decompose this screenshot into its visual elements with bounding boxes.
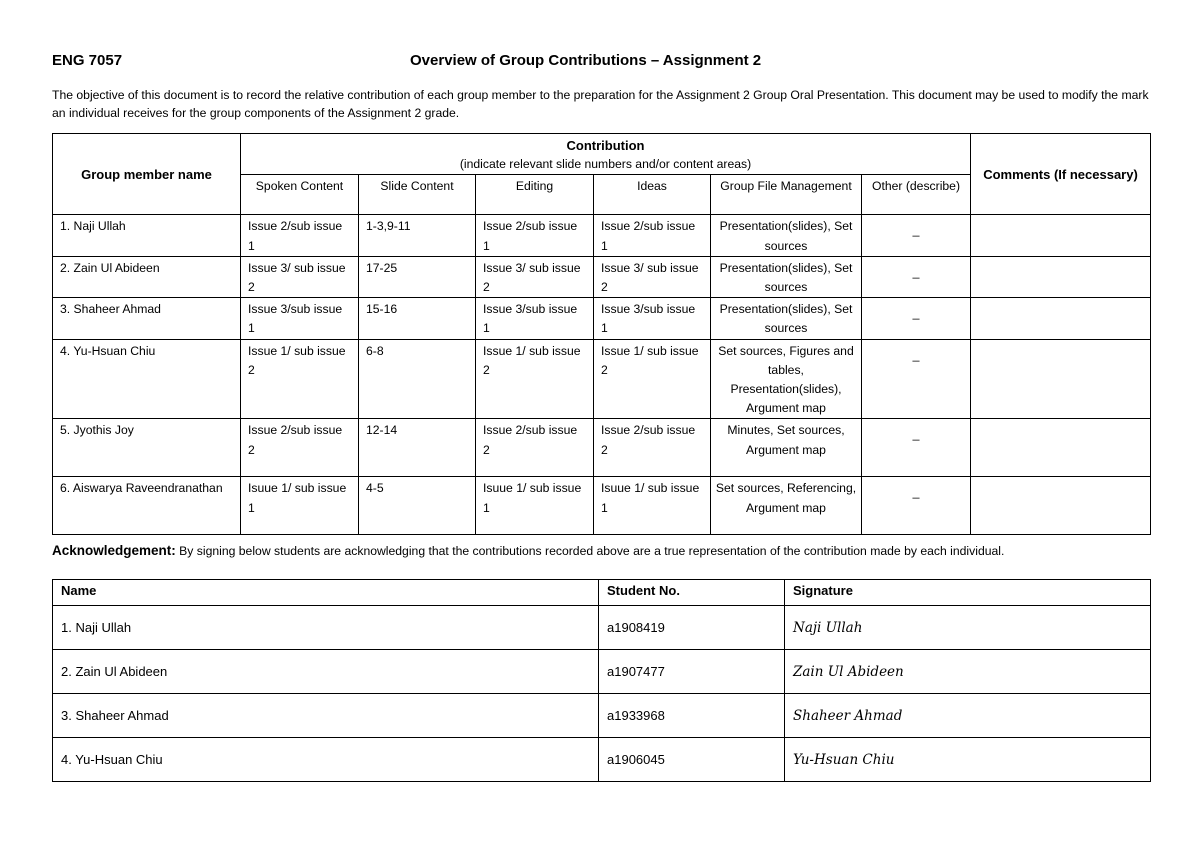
slide-content: 4-5 xyxy=(359,477,476,535)
other: _ xyxy=(862,215,971,256)
student-number: a1907477 xyxy=(599,650,785,694)
student-number: a1908419 xyxy=(599,606,785,650)
member-name: 5. Jyothis Joy xyxy=(53,419,241,477)
table-row xyxy=(53,694,1151,738)
file-management: Presentation(slides), Set sources xyxy=(711,215,862,256)
spoken-content: Issue 2/sub issue 1 xyxy=(241,215,359,256)
slide-content: 12-14 xyxy=(359,419,476,477)
ideas: Isuue 1/ sub issue 1 xyxy=(594,477,711,535)
document-header xyxy=(52,52,1150,74)
acknowledgement xyxy=(52,543,1150,558)
spoken-content: Issue 3/ sub issue 2 xyxy=(241,256,359,297)
editing: Issue 2/sub issue 1 xyxy=(476,215,594,256)
slide-content: 17-25 xyxy=(359,256,476,297)
file-management: Presentation(slides), Set sources xyxy=(711,298,862,339)
member-name: 1. Naji Ullah xyxy=(53,215,241,256)
ideas: Issue 2/sub issue 1 xyxy=(594,215,711,256)
file-management: Minutes, Set sources, Argument map xyxy=(711,419,862,477)
spoken-content: Issue 3/sub issue 1 xyxy=(241,298,359,339)
subheader-other: Other (describe) xyxy=(862,175,971,215)
member-name: 3. Shaheer Ahmad xyxy=(53,298,241,339)
file-management: Set sources, Figures and tables, Presentation(slides), Argument map xyxy=(711,339,862,419)
table-row xyxy=(53,606,1151,650)
table-row xyxy=(53,419,1151,477)
contribution-title: Contribution xyxy=(566,138,645,153)
spoken-content: Issue 1/ sub issue 2 xyxy=(241,339,359,419)
contribution-table xyxy=(52,133,1151,535)
student-name: 3. Shaheer Ahmad xyxy=(53,694,599,738)
header-name: Name xyxy=(53,580,599,606)
slide-content: 6-8 xyxy=(359,339,476,419)
ideas: Issue 2/sub issue 2 xyxy=(594,419,711,477)
student-name: 2. Zain Ul Abideen xyxy=(53,650,599,694)
editing: Isuue 1/ sub issue 1 xyxy=(476,477,594,535)
spoken-content: Isuue 1/ sub issue 1 xyxy=(241,477,359,535)
comments xyxy=(971,419,1151,477)
subheader-editing: Editing xyxy=(476,175,594,215)
ideas: Issue 3/sub issue 1 xyxy=(594,298,711,339)
comments xyxy=(971,477,1151,535)
slide-content: 15-16 xyxy=(359,298,476,339)
other: _ xyxy=(862,298,971,339)
signature: Naji Ullah xyxy=(785,606,1151,650)
other: _ xyxy=(862,339,971,419)
acknowledgement-label: Acknowledgement: xyxy=(52,543,176,558)
other: _ xyxy=(862,477,971,535)
table-row xyxy=(53,215,1151,256)
table-row xyxy=(53,256,1151,297)
subheader-spoken: Spoken Content xyxy=(241,175,359,215)
student-number: a1906045 xyxy=(599,738,785,782)
student-number: a1933968 xyxy=(599,694,785,738)
signature: Shaheer Ahmad xyxy=(785,694,1151,738)
ideas: Issue 1/ sub issue 2 xyxy=(594,339,711,419)
intro-paragraph: The objective of this document is to record the relative contribution of each group member to the preparation for the Assignment 2 Group Oral Presentation. This document may be used to modify the mark an individual receives for the group components of the Assignment 2 grade. xyxy=(52,88,1149,120)
signature-table xyxy=(52,579,1151,782)
table-row xyxy=(53,650,1151,694)
comments xyxy=(971,339,1151,419)
acknowledgement-text: By signing below students are acknowledging that the contributions recorded above are a true representation of the contribution made by each individual. xyxy=(175,544,1005,558)
header-student-no: Student No. xyxy=(599,580,785,606)
signature: Yu-Hsuan Chiu xyxy=(785,738,1151,782)
header-signature: Signature xyxy=(785,580,1151,606)
student-name: 4. Yu-Hsuan Chiu xyxy=(53,738,599,782)
file-management: Presentation(slides), Set sources xyxy=(711,256,862,297)
editing: Issue 3/sub issue 1 xyxy=(476,298,594,339)
student-name: 1. Naji Ullah xyxy=(53,606,599,650)
table-row xyxy=(53,477,1151,535)
contribution-subtitle: (indicate relevant slide numbers and/or content areas) xyxy=(459,157,752,172)
subheader-file-management: Group File Management xyxy=(711,175,862,215)
subheader-slide: Slide Content xyxy=(359,175,476,215)
subheader-ideas: Ideas xyxy=(594,175,711,215)
course-code: ENG 7057 xyxy=(52,52,123,69)
editing: Issue 1/ sub issue 2 xyxy=(476,339,594,419)
spoken-content: Issue 2/sub issue 2 xyxy=(241,419,359,477)
table-row xyxy=(53,298,1151,339)
editing: Issue 3/ sub issue 2 xyxy=(476,256,594,297)
comments xyxy=(971,215,1151,256)
comments xyxy=(971,298,1151,339)
header-comments: Comments (If necessary) xyxy=(971,134,1151,215)
editing: Issue 2/sub issue 2 xyxy=(476,419,594,477)
comments xyxy=(971,256,1151,297)
member-name: 4. Yu-Hsuan Chiu xyxy=(53,339,241,419)
ideas: Issue 3/ sub issue 2 xyxy=(594,256,711,297)
header-contribution xyxy=(241,134,971,175)
slide-content: 1-3,9-11 xyxy=(359,215,476,256)
member-name: 2. Zain Ul Abideen xyxy=(53,256,241,297)
other: _ xyxy=(862,419,971,477)
table-row xyxy=(53,738,1151,782)
header-member-name: Group member name xyxy=(53,134,241,215)
member-name: 6. Aiswarya Raveendranathan xyxy=(53,477,241,535)
file-management: Set sources, Referencing, Argument map xyxy=(711,477,862,535)
table-row xyxy=(53,339,1151,419)
document-title: Overview of Group Contributions – Assignment 2 xyxy=(410,52,762,69)
signature: Zain Ul Abideen xyxy=(785,650,1151,694)
other: _ xyxy=(862,256,971,297)
